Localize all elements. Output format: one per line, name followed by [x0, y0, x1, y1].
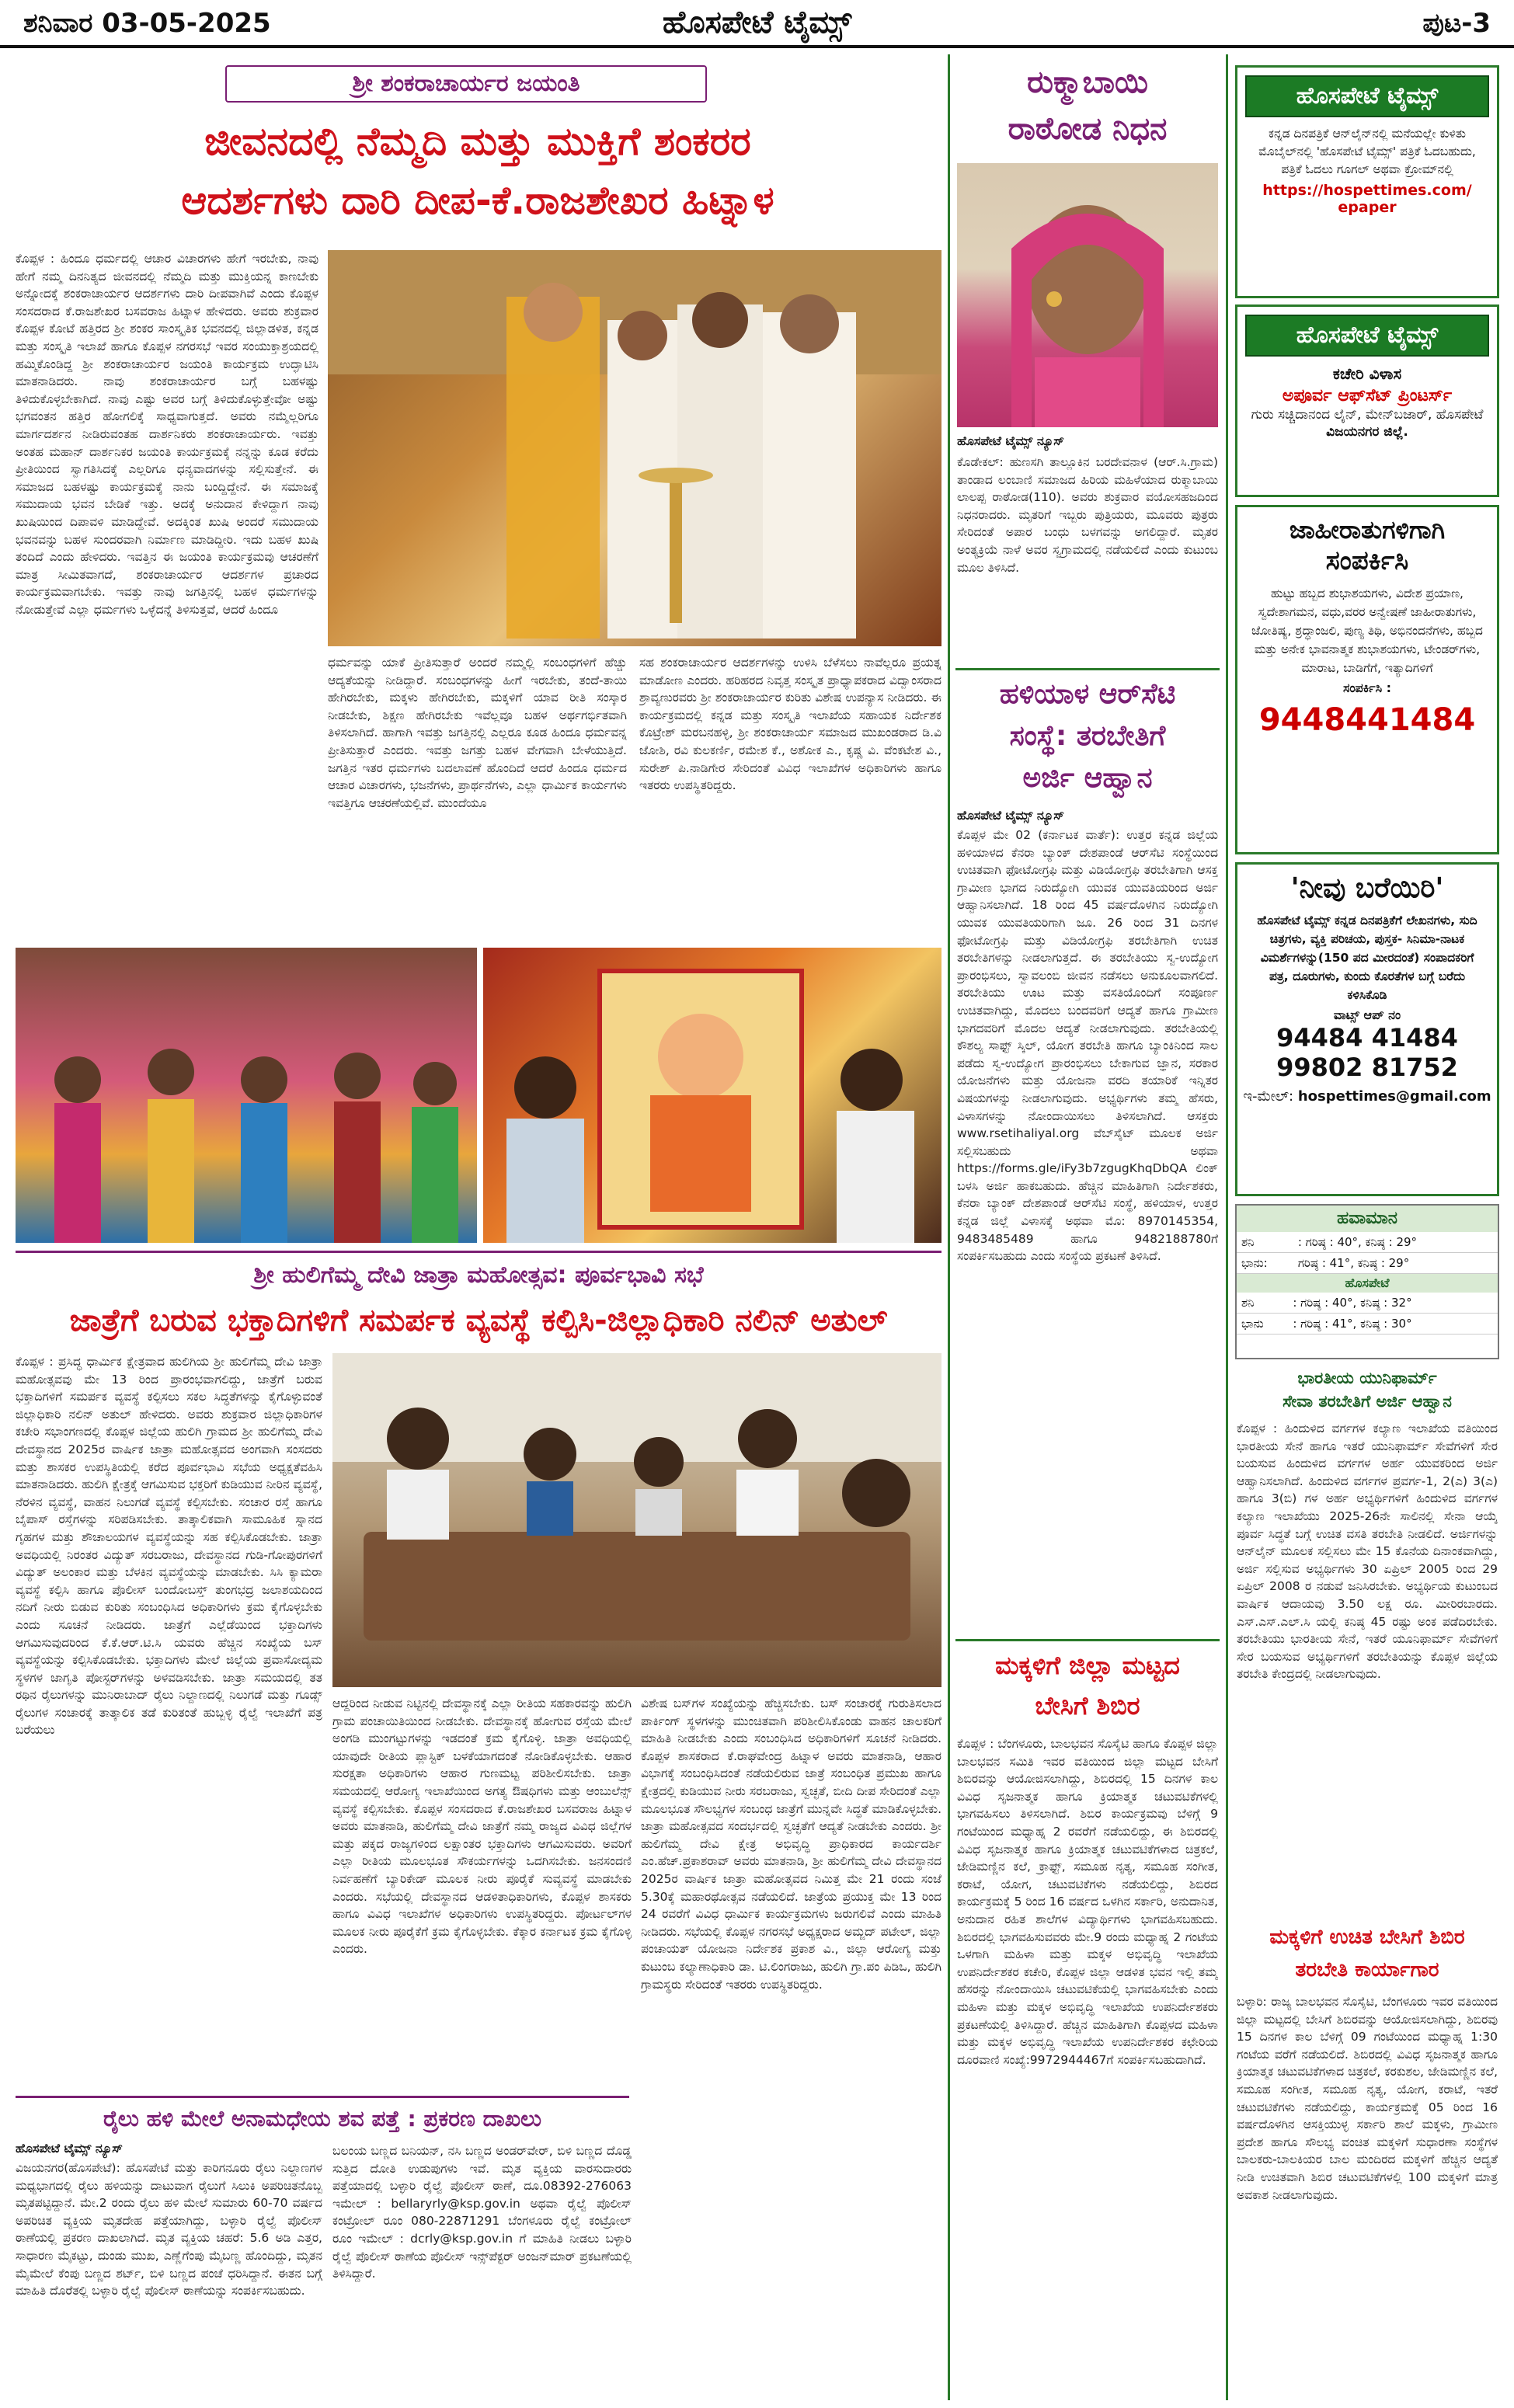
weather-row — [1237, 1232, 1498, 1253]
weather-table-hospet — [1237, 1293, 1498, 1334]
article1-column-2: ಧರ್ಮವನ್ನು ಯಾಕೆ ಪ್ರೀತಿಸುತ್ತಾರೆ ಅಂದರೆ ನಮ್ಮಲ್ಲಿ ಸಂಬಂಧಗಳಿಗೆ ಹೆಚ್ಚು ಆದ್ಯತೆಯನ್ನು ನೀಡಿದ್ದಾರೆ. ಸಂಬಂಧಗಳನ್ನು ಹೀಗೆ ಇರಬೇಕು, ತಂದೆ-ತಾಯಿ ಹೇಗಿರಬೇಕು, ಮಕ್ಕಳು ಹೇಗಿರಬೇಕು, ಮಕ್ಕಳಿಗೆ ಯಾವ ರೀತಿ ಸಂಸ್ಕಾರ ನೀಡಬೇಕು, ಶಿಕ್ಷಣ ಹೇಗಿರಬೇಕು ಇವೆಲ್ಲವೂ ಬಹಳ ಅರ್ಥಗರ್ಭಿತವಾಗಿ ತಿಳಿಸಲಾಗಿದೆ. ಹಾಗಾಗಿ ಇವತ್ತು ಜಗತ್ತಿನಲ್ಲಿ ಎಲ್ಲರೂ ಕೂಡ ಹಿಂದೂ ಧರ್ಮವನ್ನ ಪ್ರೀತಿಸುತ್ತಾರೆ ಎಂದರು. ಇವತ್ತು ಜಗತ್ತು ಬಹಳ ವೇಗವಾಗಿ ಬೇಳೆಯುತ್ತಿದೆ. ಜಗತ್ತಿನ ಇತರ ಧರ್ಮಗಳು ಬದಲಾವಣೆ ಹೊಂದಿದೆ ಆದರೆ ಹಿಂದೂ ಧರ್ಮದ ಆಚಾರ ವಿಚಾರಗಳು, ಭಜನೆಗಳು, ಪ್ರಾರ್ಥನೆಗಳು, ಎಲ್ಲಾ ಧಾರ್ಮಿಕ ಕಾರ್ಯಗಳು ಇವತ್ತಿಗೂ ಆಚರಣೆಯಲ್ಲಿವೆ. ಮುಂದೆಯೂ — [328, 656, 627, 810]
article1-audience-photo — [16, 948, 477, 1243]
article1-headline-line2: ಆದರ್ಶಗಳು ದಾರಿ ದೀಪ-ಕೆ.ರಾಜಶೇಖರ ಹಿಟ್ನಾಳ — [181, 178, 774, 223]
press-address-box — [1235, 304, 1499, 497]
camp2-headline-line2: ತರಬೇತಿ ಕಾರ್ಯಾಗಾರ — [1295, 1958, 1439, 1982]
obituary-body: ಕೊಡೇಕಲ್: ಹುಣಸಗಿ ತಾಲ್ಲೂಕಿನ ಬರದೇವನಾಳ (ಆರ್.ಸಿ.ಗ್ರಾಮ) ತಾಂಡಾದ ಲಂಬಾಣಿ ಸಮಾಜದ ಹಿರಿಯ ಮಹಿಳೆಯಾದ ರುಕ್ಮಾಬಾಯಿ ಲಾಲಪ್ಪ ರಾಠೋಡ(110). ಅವರು ಶುಕ್ರವಾರ ವಯೋಸಹಜದಿಂದ ನಿಧನರಾದರು. ಮೃತರಿಗೆ ಇಬ್ಬರು ಪುತ್ರಿಯರು, ಮೂವರು ಪುತ್ರರು ಸೇರಿದಂತೆ ಅಪಾರ ಬಂಧು ಬಳಗವನ್ನು ಅಗಲಿದ್ದಾರೆ. ಮೃತರ ಅಂತ್ಯಕ್ರಿಯೆ ನಾಳೆ ಅವರ ಸ್ವಗ್ರಾಮದಲ್ಲಿ ನಡೆಯಲಿದೆ ಎಂದು ಕುಟುಂಬ ಮೂಲ ತಿಳಿಸಿದೆ. — [957, 455, 1218, 575]
press-district: ವಿಜಯನಗರ ಜಿಲ್ಲೆ. — [1326, 424, 1408, 440]
article3-top-rule — [16, 2096, 629, 2098]
ads-phone[interactable]: 9448441484 — [1258, 702, 1476, 738]
district-meeting-image — [332, 1353, 941, 1687]
article1-kicker: ಶ್ರೀ ಶಂಕರಾಚಾರ್ಯರ ಜಯಂತಿ — [225, 65, 707, 103]
ads-contact-box — [1235, 505, 1499, 854]
hospet-times-logo-2: ಹೊಸಪೇಟೆ ಟೈಮ್ಸ್ — [1245, 315, 1489, 357]
camp1-body: ಕೊಪ್ಪಳ : ಬೆಂಗಳೂರು, ಬಾಲಭವನ ಸೊಸೈಟಿ ಹಾಗೂ ಕೊಪ್ಪಳ ಜಿಲ್ಲಾ ಬಾಲಭವನ ಸಮಿತಿ ಇವರ ವತಿಯಿಂದ ಜಿಲ್ಲಾ ಮಟ್ಟದ ಬೇಸಿಗೆ ಶಿಬಿರವನ್ನು ಆಯೋಜಿಸಲಾಗಿದ್ದು, ಶಿಬಿರದಲ್ಲಿ 15 ದಿನಗಳ ಕಾಲ ವಿವಿಧ ಸೃಜನಾತ್ಮಕ ಹಾಗೂ ಕ್ರಿಯಾತ್ಮಕ ಚಟುವಟಿಕೆಗಳಲ್ಲಿ ಭಾಗವಹಿಸಲು ತಿಳಿಸಲಾಗಿದೆ. ಶಿಬಿರ ಕಾರ್ಯಕ್ರಮವು ಬೆಳಿಗ್ಗೆ 9 ಗಂಟೆಯಿಂದ ಮಧ್ಯಾಹ್ನ 2 ರವರೆಗೆ ನಡೆಯಲಿದ್ದು, ಈ ಶಿಬಿರದಲ್ಲಿ ವಿವಿಧ ಸೃಜನಾತ್ಮಕ ಹಾಗೂ ಕ್ರಿಯಾತ್ಮಕ ಚಟುವಟಿಕೆಗಳಾದ ಚಿತ್ರಕಲೆ, ಜೇಡಿಮಣ್ಣಿನ ಕಲೆ, ಕ್ರಾಫ್ಟ್, ಸಮೂಹ ನೃತ್ಯ, ಸಮೂಹ ಸಂಗೀತ, ಕರಾಟೆ, ಯೋಗ, ಚಟುವಟಿಕೆಗಳು ನಡೆಯಲಿದ್ದು, ಶಿಬಿರದ ಕಾರ್ಯಕ್ರಮಕ್ಕೆ 5 ರಿಂದ 16 ವರ್ಷದ ಒಳಗಿನ ಸರ್ಕಾರಿ, ಅನುದಾನಿತ, ಅನುದಾನ ರಹಿತ ಶಾಲೆಗಳ ವಿದ್ಯಾರ್ಥಿಗಳು ಭಾಗವಹಿಸಬಹುದು. ಶಿಬಿರದಲ್ಲಿ ಭಾಗವಹಿಸುವವರು ಮೇ.9 ರಂದು ಮಧ್ಯಾಹ್ನ 2 ಗಂಟೆಯ ಒಳಗಾಗಿ ಮಹಿಳಾ ಮತ್ತು ಮಕ್ಕಳ ಅಭಿವೃದ್ಧಿ ಇಲಾಖೆಯ ಉಪನಿರ್ದೇಶಕರ ಕಚೇರಿ, ಕೊಪ್ಪಳ ಜಿಲ್ಲಾ ಆಡಳಿತ ಭವನ ಇಲ್ಲಿ ತಮ್ಮ ಹೆಸರನ್ನು ನೋಂದಾಯಿಸಿ ಚಟುವಟಿಕೆಯಲ್ಲಿ ಭಾಗವಹಿಸಬೇಕು ಎಂದು ಮಹಿಳಾ ಮತ್ತು ಮಕ್ಕಳ ಅಭಿವೃದ್ಧಿ ಇಲಾಖೆಯ ಉಪನಿರ್ದೇಶಕರು ಪ್ರಕಟಣೆಯಲ್ಲಿ ತಿಳಿಸಿದ್ದಾರೆ. ಹೆಚ್ಚಿನ ಮಾಹಿತಿಗಾಗಿ ಕೊಪ್ಪಳದ ಮಹಿಳಾ ಮತ್ತು ಮಕ್ಕಳ ಅಭಿವೃದ್ಧಿ ಇಲಾಖೆಯ ಉಪನಿರ್ದೇಶಕರ ಕಛೇರಿಯ ದೂರವಾಣಿ ಸಂಖ್ಯೆ:9972944467ಗೆ ಸಂಪರ್ಕಿಸಬಹುದಾಗಿದೆ. — [957, 1737, 1218, 2067]
newspaper-title: ಹೊಸಪೇಟೆ ಟೈಮ್ಸ್ — [662, 5, 852, 40]
epaper-ad-box — [1235, 65, 1499, 298]
weather-day: ಭಾನು: — [1237, 1253, 1293, 1274]
article1-ceremony-photo — [328, 250, 941, 646]
column-divider-2 — [1226, 54, 1228, 2400]
epaper-text: ಕನ್ನಡ ದಿನಪತ್ರಿಕೆ ಆನ್‌ಲೈನ್‌ನಲ್ಲಿ ಮನೆಯಲ್ಲೇ ಕುಳಿತು ಮೊಬೈಲ್‌ನಲ್ಲಿ 'ಹೊಸಪೇಟೆ ಟೈಮ್ಸ್' ಪತ್ರಿಕೆ ಓದಬಹುದು, ಪತ್ರಿಕೆ ಓದಲು ಗೂಗಲ್ ಅಥವಾ ಕ್ರೋಮ್‌ನಲ್ಲಿ — [1258, 127, 1476, 176]
weather-box — [1235, 1204, 1499, 1359]
weather-value: : ಗರಿಷ್ಠ : 40°, ಕನಿಷ್ಠ : 29° — [1293, 1232, 1498, 1253]
hospet-times-logo: ಹೊಸಪೇಟೆ ಟೈಮ್ಸ್ — [1245, 75, 1489, 117]
article2-column-3: ವಿಶೇಷ ಬಸ್‌ಗಳ ಸಂಖ್ಯೆಯನ್ನು ಹೆಚ್ಚಿಸಬೇಕು. ಬಸ್ ಸಂಚಾರಕ್ಕೆ ಗುರುತಿಸಲಾದ ಪಾರ್ಕಿಂಗ್ ಸ್ಥಳಗಳನ್ನು ಮುಂಚಿತವಾಗಿ ಪರಿಶೀಲಿಸಿಕೊಂಡು ವಾಹನ ಚಾಲಕರಿಗೆ ಮಾಹಿತಿ ನೀಡಬೇಕು ಎಂದು ಸಂಬಂಧಿಸಿದ ಅಧಿಕಾರಿಗಳಿಗೆ ಸೂಚನೆ ನೀಡಿದರು. ಕೊಪ್ಪಳ ಶಾಸಕರಾದ ಕೆ.ರಾಘವೇಂದ್ರ ಹಿಟ್ನಾಳ ಅವರು ಮಾತನಾಡಿ, ಆಹಾರ ವಿಭಾಗಕ್ಕೆ ಸಂಬಂಧಿಸಿದಂತೆ ನಡೆಯಲಿರುವ ಜಾತ್ರೆ ಸಂಬಂಧಿತ ಪ್ರಮುಖ ಹಾಗೂ ಕ್ಷೇತ್ರದಲ್ಲಿ ಕುಡಿಯುವ ನೀರು ಸರಬರಾಜು, ಸ್ವಚ್ಛತೆ, ಬೀದಿ ದೀಪ ಸೇರಿದಂತೆ ಎಲ್ಲಾ ಮೂಲಭೂತ ಸೌಲಭ್ಯಗಳ ಸಂಬಂಧ ಜಾತ್ರೆಗೆ ಮುನ್ನವೇ ಸಿದ್ಧತೆ ಮಾಡಿಕೊಳ್ಳಬೇಕು. ಜಾತ್ರಾ ಮಹೋತ್ಸವದ ಸಂದರ್ಭದಲ್ಲಿ ಸ್ವಚ್ಛತೆಗೆ ಆದ್ಯತೆ ನೀಡಬೇಕು ಎಂದರು. ಶ್ರೀ ಹುಲಿಗೆಮ್ಮ ದೇವಿ ಕ್ಷೇತ್ರ ಅಭಿವೃದ್ಧಿ ಪ್ರಾಧಿಕಾರದ ಕಾರ್ಯದರ್ಶಿ ಎಂ.ಹೆಚ್.ಪ್ರಕಾಶರಾವ್ ಅವರು ಮಾತನಾಡಿ, ಶ್ರೀ ಹುಲಿಗೆಮ್ಮ ದೇವಿ ದೇವಸ್ಥಾನದ 2025ರ ವಾರ್ಷಿಕ ಜಾತ್ರಾ ಮಹೋತ್ಸವದ ನಿಮಿತ್ತ ಮೇ 21 ರಂದು ಸಂಜೆ 5.30ಕ್ಕೆ ಮಹಾರಥೋತ್ಸವ ನಡೆಯಲಿದೆ. ಜಾತ್ರೆಯ ಪ್ರಯುಕ್ತ ಮೇ 13 ರಿಂದ 24 ರವರೆಗೆ ವಿವಿಧ ಧಾರ್ಮಿಕ ಕಾರ್ಯಕ್ರಮಗಳು ಜರುಗಲಿವೆ ಎಂದು ಮಾಹಿತಿ ನೀಡಿದರು. ಸಭೆಯಲ್ಲಿ ಕೊಪ್ಪಳ ನಗರಸಭೆ ಅಧ್ಯಕ್ಷರಾದ ಅಮ್ಜದ್ ಪಟೇಲ್, ಜಿಲ್ಲಾ ಪಂಚಾಯತ್ ಯೋಜನಾ ನಿರ್ದೇಶಕ ಪ್ರಕಾಶ ವಿ., ಜಿಲ್ಲಾ ಆರೋಗ್ಯ ಮತ್ತು ಕುಟುಂಬ ಕಲ್ಯಾಣಾಧಿಕಾರಿ ಡಾ. ಟಿ.ಲಿಂಗರಾಜು, ಹುಲಿಗಿ ಗ್ರಾ.ಪಂ ಪಿಡಿಒ, ಹುಲಿಗಿ ಗ್ರಾಮಸ್ಥರು ಸೇರಿದಂತೆ ಇತರರು ಉಪಸ್ಥಿತರಿದ್ದರು. — [641, 1696, 941, 1992]
weather-day: ಶನಿ — [1237, 1232, 1293, 1253]
ads-title-1: ಜಾಹೀರಾತುಗಳಿಗಾಗಿ — [1289, 515, 1446, 545]
article1-column-1: ಕೊಪ್ಪಳ : ಹಿಂದೂ ಧರ್ಮದಲ್ಲಿ ಆಚಾರ ವಿಚಾರಗಳು ಹೇಗೆ ಇರಬೇಕು, ನಾವು ಹೇಗೆ ನಮ್ಮ ದಿನನಿತ್ಯದ ಜೀವನದಲ್ಲಿ ನೆಮ್ಮದಿ ಮತ್ತು ಮುಕ್ತಿಯನ್ನ ಕಾಣಬೇಕು ಅನ್ನೋದಕ್ಕೆ ಶಂಕರಾಚಾರ್ಯರ ಆದರ್ಶಗಳು ದಾರಿ ದೀಪವಾಗಿವೆ ಎಂದು ಕೊಪ್ಪಳ ಸಂಸದರಾದ ಕೆ.ರಾಜಶೇಖರ ಬಸವರಾಜ ಹಿಟ್ನಾಳ ಹೇಳಿದರು. ಅವರು ಶುಕ್ರವಾರ ಕೊಪ್ಪಳ ಕೋಟೆ ಹತ್ತಿರದ ಶ್ರೀ ಶಂಕರ ಸಾಂಸ್ಕೃತಿಕ ಭವನದಲ್ಲಿ ಜಿಲ್ಲಾಡಳಿತ, ಕನ್ನಡ ಮತ್ತು ಸಂಸ್ಕೃತಿ ಇಲಾಖೆ ಹಾಗೂ ಕೊಪ್ಪಳ ನಗರಸಭೆ ಇವರ ಸಂಯುಕ್ತಾಶ್ರಯದಲ್ಲಿ ಹಮ್ಮಿಕೊಂಡಿದ್ದ ಶ್ರೀ ಶಂಕರಾಚಾರ್ಯರ ಜಯಂತಿ ಕಾರ್ಯಕ್ರಮ ಉದ್ಘಾಟಿಸಿ ಮಾತನಾಡಿದರು. ನಾವು ಶಂಕರಾಚಾರ್ಯರ ಬಗ್ಗೆ ಬಹಳಷ್ಟು ತಿಳಿದುಕೊಳ್ಳಬೇಕಾಗಿದೆ. ನಾವು ಎಷ್ಟು ಅವರ ಬಗ್ಗೆ ತಿಳಿದುಕೊಳ್ಳುತ್ತೇವೋ ಅಷ್ಟು ಭಗವಂತನ ಹತ್ತಿರ ಹೋಗಲಿಕ್ಕೆ ಸಾಧ್ಯವಾಗುತ್ತದೆ. ಅವರು ನಮ್ಮೆಲ್ಲರಿಗೂ ಮಾರ್ಗದರ್ಶನ ನೀಡಿರುವಂತಹ ದಾರ್ಶನಿಕರು ಶಂಕರಾಚಾರ್ಯರು. ಇವತ್ತು ಅಂತಹ ಮಹಾನ್ ದಾರ್ಶನಿಕರ ಜಯಂತಿ ಕಾರ್ಯಕ್ರಮಕ್ಕೆ ನನ್ನನ್ನು ಕೂಡ ಕರೆದು ಪ್ರೀತಿಯಿಂದ ಸ್ವಾಗತಿಸಿದಕ್ಕೆ ಎಲ್ಲರಿಗೂ ಧನ್ಯವಾದಗಳನ್ನು ಸಲ್ಲಿಸುತ್ತೇನೆ. ಈ ಸಮಾಜದ ಬಹಳಷ್ಟು ಕಾರ್ಯಕ್ರಮಕ್ಕೆ ನಾನು ಬಂದ್ದಿದ್ದೇನೆ. ಈ ಸಮಾಜಕ್ಕೆ ಸಮುದಾಯ ಭವನ ಬೇಡಿಕೆ ಇತ್ತು. ಅದಕ್ಕೆ ಅನುದಾನ ಕೇಳಿದ್ದಾಗ ನಾವು ಖುಷಿಯಿಂದ ದಿಪಾವಳಿ ಮಾಡಿದ್ದೇವೆ. ಅದಕ್ಕಿಂತ ಖುಷಿ ಅಂದರೆ ಸಮುದಾಯ ಭವನವನ್ನು ಬಹಳ ಸುಂದರವಾಗಿ ನಿರ್ಮಾಣ ಮಾಡಿದ್ದೀರಿ. ಇದು ಬಹಳ ಖುಷಿ ತಂದಿದೆ ಎಂದು ಹೇಳಿದರು. ಇವತ್ತಿನ ಈ ಜಯಂತಿ ಕಾರ್ಯಕ್ರಮವು ಆಚರಣೆಗೆ ಮಾತ್ರ ಸೀಮಿತವಾಗದೆ, ಶಂಕರಾಚಾರ್ಯರ ಆದರ್ಶಗಳ ಪ್ರಚಾರದ ಕಾರ್ಯಕ್ರಮವಾಗಬೇಕು. ಇವತ್ತು ನಾವು ಜಗತ್ತಿನಲ್ಲಿ ಬಹಳ ಧರ್ಮಗಳನ್ನು ನೋಡುತ್ತೇವೆ ಎಲ್ಲಾ ಧರ್ಮಗಳು ಒಳ್ಳೆದನ್ನೆ ತಿಳಿಸುತ್ತವೆ, ಆದರೆ ಹಿಂದೂ — [16, 252, 318, 617]
masthead — [0, 0, 1514, 48]
email-label: ಇ-ಮೇಲ್: — [1243, 1088, 1294, 1105]
ads-contact-label: ಸಂಪರ್ಕಿಸಿ : — [1342, 680, 1392, 695]
column-divider-1 — [948, 54, 950, 2400]
weather-table — [1237, 1232, 1498, 1274]
press-address: ಗುರು ಸಚ್ಚಿದಾನಂದ ಲೈನ್, ಮೇನ್‌ಬಜಾರ್, ಹೊಸಪೇಟೆ — [1251, 407, 1484, 423]
weather-row — [1237, 1253, 1498, 1274]
rseti-body: ಕೊಪ್ಪಳ ಮೇ 02 (ಕರ್ನಾಟಕ ವಾರ್ತೆ): ಉತ್ತರ ಕನ್ನಡ ಜಿಲ್ಲೆಯ ಹಳಿಯಾಳದ ಕೆನರಾ ಬ್ಯಾಂಕ್ ದೇಶಪಾಂಡೆ ಆರ್‌ಸೆಟಿ ಸಂಸ್ಥೆಯಿಂದ ಉಚಿತವಾಗಿ ಫೋಟೋಗ್ರಫಿ ಮತ್ತು ವಿಡಿಯೋಗ್ರಫಿ ತರಬೇತಿಗಾಗಿ ಆಸಕ್ತ ಗ್ರಾಮೀಣ ಭಾಗದ ನಿರುದ್ಯೋಗಿ ಯುವಕ ಯುವತಿಯರಿಂದ ಅರ್ಜಿ ಆಹ್ವಾನಿಸಲಾಗಿದೆ. 18 ರಿಂದ 45 ವರ್ಷದೊಳಗಿನ ನಿರುದ್ಯೋಗಿ ಯುವಕ ಯುವತಿಯರಿಗಾಗಿ ಜೂ. 26 ರಿಂದ 31 ದಿನಗಳ ಫೋಟೋಗ್ರಫಿ ಮತ್ತು ವಿಡಿಯೋಗ್ರಫಿ ತರಬೇತಿಗಾಗಿ ಉಚಿತ ತರಬೇತಿಗಳನ್ನು ನೀಡಲಾಗುತ್ತದೆ. ಈ ತರಬೇತಿಯು ಸ್ವ-ಉದ್ಯೋಗ ಪ್ರಾರಂಭಿಸಲು, ಸ್ವಾವಲಂಬಿ ಜೀವನ ನಡೆಸಲು ಅನುಕೂಲವಾಗಲಿದೆ. ತರಬೇತಿಯು ಊಟ ಮತ್ತು ವಸತಿಯೊಂದಿಗೆ ಸಂಪೂರ್ಣ ಉಚಿತವಾಗಿದ್ದು, ಮೊದಲು ಬಂದವರಿಗೆ ಆದ್ಯತೆ ಹಾಗೂ ಗ್ರಾಮೀಣ ಭಾಗದವರಿಗೆ ಮೊದಲ ಆದ್ಯತೆ ನೀಡಲಾಗುವುದು. ತರಬೇತಿಯಲ್ಲಿ ಕೌಶಲ್ಯ ಸಾಫ್ಟ್ ಸ್ಕಿಲ್, ಯೋಗ ತರಬೇತಿ ಹಾಗೂ ಬ್ಯಾಂಕಿನಿಂದ ಸಾಲ ಪಡೆದು ಸ್ವ-ಉದ್ಯೋಗ ಪ್ರಾರಂಭಿಸಲು ಬೇಕಾಗುವ ಜ್ಞಾನ, ಸರಕಾರ ಯೋಜನೆಗಳು ಮತ್ತು ಯೋಜನಾ ವರದಿ ತಯಾರಿಕೆ ಇನ್ನಿತರ ವಿಷಯಗಳನ್ನು ನೀಡಲಾಗುವುದು. ಅಭ್ಯರ್ಥಿಗಳು ತಮ್ಮ ಹೆಸರು, ವಿಳಾಸಗಳನ್ನು ನೋಂದಾಯಿಸಲು ತಿಳಿಸಲಾಗಿದೆ. ಆಸಕ್ತರು www.rsetihaliyal.org ವೆಬ್‌ಸೈಟ್ ಮೂಲಕ ಅರ್ಜಿ ಸಲ್ಲಿಸಬಹುದು ಅಥವಾ https://forms.gle/iFy3b7zgugKhqDbQA ಲಿಂಕ್ ಬಳಸಿ ಅರ್ಜಿ ಹಾಕಬಹುದು. ಹೆಚ್ಚಿನ ಮಾಹಿತಿಗಾಗಿ ನಿರ್ದೇಶಕರು, ಕೆನರಾ ಬ್ಯಾಂಕ್ ದೇಶಪಾಂಡೆ ಆರ್‌ಸೆಟಿ ಸಂಸ್ಥೆ, ಹಳಿಯಾಳ, ಉತ್ತರ ಕನ್ನಡ ಜಿಲ್ಲೆ ವಿಳಾಸಕ್ಕೆ ಅಥವಾ ಮೊ: 8970145354, 9483485489 ಹಾಗೂ 9482188780ಗೆ ಸಂಪರ್ಕಿಸಬಹುದು ಎಂದು ಸಂಸ್ಥೆಯ ಪ್ರಕಟಣೆ ತಿಳಿಸಿದೆ. — [957, 828, 1218, 1264]
navy-headline-line2: ಸೇವಾ ತರಬೇತಿಗೆ ಅರ್ಜಿ ಆಹ್ವಾನ — [1283, 1392, 1452, 1411]
issue-date: ಶನಿವಾರ 03-05-2025 — [23, 8, 271, 39]
article1-headline-line1: ಜೀವನದಲ್ಲಿ ನೆಮ್ಮದಿ ಮತ್ತು ಮುಕ್ತಿಗೆ ಶಂಕರರ — [204, 119, 751, 164]
write-to-us-box — [1235, 862, 1499, 1196]
women-audience-image — [16, 948, 477, 1243]
obituary-headline-line1: ರುಕ್ಮಾಬಾಯಿ — [1027, 64, 1148, 100]
article2-headline: ಜಾತ್ರೆಗೆ ಬರುವ ಭಕ್ತಾದಿಗಳಿಗೆ ಸಮರ್ಪಕ ವ್ಯವಸ್ಥೆ ಕಲ್ಪಿಸಿ-ಜಿಲ್ಲಾಧಿಕಾರಿ ನಲಿನ್ ಅತುಲ್ — [69, 1303, 888, 1338]
navy-body: ಕೊಪ್ಪಳ : ಹಿಂದುಳಿದ ವರ್ಗಗಳ ಕಲ್ಯಾಣ ಇಲಾಖೆಯ ವತಿಯಿಂದ ಭಾರತೀಯ ಸೇನೆ ಹಾಗೂ ಇತರೆ ಯುನಿಫಾರ್ಮ್ ಸೇವೆಗಳಿಗೆ ಸೇರ ಬಯಸುವ ಹಿಂದುಳಿದ ವರ್ಗಗಳ ಅರ್ಹ ಯುವಕರಿಂದ ಅರ್ಜಿ ಆಹ್ವಾನಿಸಲಾಗಿದೆ. ಹಿಂದುಳಿದ ವರ್ಗಗಳ ಪ್ರವರ್ಗ-1, 2(ಎ) 3(ಎ) ಹಾಗೂ 3(ಬಿ) ಗಳ ಅರ್ಹ ಅಭ್ಯರ್ಥಿಗಳಿಗೆ ಹಿಂದುಳಿದ ವರ್ಗಗಳ ಕಲ್ಯಾಣ ಇಲಾಖೆಯು 2025-26ನೇ ಸಾಲಿನಲ್ಲಿ ಸೇನಾ ಆಯ್ಕೆ ಪೂರ್ವ ಸಿದ್ಧತೆ ಬಗ್ಗೆ ಉಚಿತ ವಸತಿ ತರಬೇತಿ ನೀಡಲಿದೆ. ಅರ್ಜಿಗಳನ್ನು ಆನ್‌ಲೈನ್ ಮೂಲಕ ಸಲ್ಲಿಸಲು ಮೇ 15 ಕೊನೆಯ ದಿನಾಂಕವಾಗಿದ್ದು, ಅರ್ಜಿ ಸಲ್ಲಿಸುವ ಅಭ್ಯರ್ಥಿಗಳು 30 ಏಪ್ರಿಲ್ 2005 ರಿಂದ 29 ಏಪ್ರಿಲ್ 2008 ರ ನಡುವೆ ಜನಿಸಿರಬೇಕು. ಅಭ್ಯರ್ಥಿಯ ಕುಟುಂಬದ ವಾರ್ಷಿಕ ಆದಾಯವು 3.50 ಲಕ್ಷ ರೂ. ಮೀರಿರಬಾರದು. ಎಸ್.ಎಸ್.ಎಲ್.ಸಿ ಯಲ್ಲಿ ಕನಿಷ್ಠ 45 ರಷ್ಟು ಅಂಕ ಪಡೆದಿರಬೇಕು. ತರಬೇತಿಯು ಭಾರತೀಯ ಸೇನೆ, ಇತರೆ ಯೂನಿಫಾರ್ಮ್ ಸೇವೆಗಳಿಗೆ ಸೇರ ಬಯಸುವ ಅಭ್ಯರ್ಥಿಗಳಿಗೆ ತರಬೇತಿಯನ್ನು ಕೊಪ್ಪಳ ಜಿಲ್ಲೆಯ ತರಬೇತಿ ಕೇಂದ್ರದಲ್ಲಿ ನೀಡಲಾಗುವುದು. — [1237, 1421, 1498, 1682]
epaper-url-suffix[interactable]: epaper — [1338, 199, 1397, 216]
article3-column-1: ವಿಜಯನಗರ(ಹೊಸಪೇಟೆ): ಹೊಸಪೇಟೆ ಮತ್ತು ಕಾರಿಗನೂರು ರೈಲು ನಿಲ್ದಾಣಗಳ ಮಧ್ಯಭಾಗದಲ್ಲಿ ರೈಲು ಹಳಿಯನ್ನು ದಾಟುವಾಗ ರೈಲುಗೆ ಸಿಲುಕಿ ಅಪರಿಚಿತನೊಬ್ಬ ಮೃತಪಟ್ಟಿದ್ದಾನೆ. ಮೇ.2 ರಂದು ರೈಲು ಹಳಿ ಮೇಲೆ ಸುಮಾರು 60-70 ವರ್ಷದ ಅಪರಿಚಿತ ವ್ಯಕ್ತಿಯ ಮೃತದೇಹ ಪತ್ತೆಯಾಗಿದ್ದು, ಬಳ್ಳಾರಿ ರೈಲ್ವೆ ಪೊಲೀಸ್ ಠಾಣೆಯಲ್ಲಿ ಪ್ರಕರಣ ದಾಖಲಾಗಿದೆ. ಮೃತ ವ್ಯಕ್ತಿಯ ಚಹರೆ: 5.6 ಅಡಿ ಎತ್ತರ, ಸಾಧಾರಣ ಮೈಕಟ್ಟು, ದುಂಡು ಮುಖ, ಎಣ್ಣೆಗೆಂಪು ಮೈಬಣ್ಣ ಹೊಂದಿದ್ದು, ಮೃತನ ಮೈಮೇಲೆ ಕೆಂಪು ಬಣ್ಣದ ಶರ್ಟ್, ಬಿಳಿ ಬಣ್ಣದ ಪಂಚೆ ಧರಿಸಿದ್ದಾನೆ. ಈತನ ಬಗ್ಗೆ ಮಾಹಿತಿ ದೊರೆತಲ್ಲಿ ಬಳ್ಳಾರಿ ರೈಲ್ವೆ ಪೊಲೀಸ್ ಠಾಣೆಯನ್ನು ಸಂಪರ್ಕಿಸಬಹುದು. — [16, 2161, 322, 2298]
obituary-photo — [957, 163, 1218, 427]
weather-value: ಗರಿಷ್ಠ : 41°, ಕನಿಷ್ಠ : 29° — [1293, 1253, 1498, 1274]
weather-day: ಶನಿ — [1237, 1293, 1288, 1314]
email-address[interactable]: hospettimes@gmail.com — [1297, 1088, 1491, 1105]
whatsapp-phone-2[interactable]: 99802 81752 — [1276, 1053, 1458, 1082]
elderly-woman-portrait — [957, 163, 1218, 427]
rseti-top-rule — [955, 668, 1220, 670]
weather-title: ಹವಾಮಾನ — [1237, 1206, 1498, 1232]
camp1-top-rule — [955, 1639, 1220, 1641]
rseti-headline-line3: ಅರ್ಜಿ ಆಹ್ವಾನ — [1022, 762, 1153, 794]
press-name: ಅಪೂರ್ವ ಆಫ್‌ಸೆಟ್ ಪ್ರಿಂಟರ್ಸ್ — [1282, 386, 1453, 405]
rseti-headline-line2: ಸಂಸ್ಥೆ: ತರಬೇತಿಗೆ — [1009, 720, 1166, 752]
article2-top-rule — [16, 1251, 941, 1253]
shankaracharya-portrait-image — [483, 948, 941, 1243]
camp2-body: ಬಳ್ಳಾರಿ: ರಾಜ್ಯ ಬಾಲಭವನ ಸೊಸೈಟಿ, ಬೆಂಗಳೂರು ಇವರ ವತಿಯಿಂದ ಜಿಲ್ಲಾ ಮಟ್ಟದಲ್ಲಿ ಬೇಸಿಗೆ ಶಿಬಿರವನ್ನು ಆಯೋಜಿಸಲಾಗಿದ್ದು, ಶಿಬಿರವು 15 ದಿನಗಳ ಕಾಲ ಬೆಳಿಗ್ಗೆ 09 ಗಂಟೆಯಿಂದ ಮಧ್ಯಾಹ್ನ 1:30 ಗಂಟೆಯ ವರೆಗೆ ನಡೆಯಲಿದೆ. ಶಿಬಿರದಲ್ಲಿ ವಿವಿಧ ಸೃಜನಾತ್ಮಕ ಹಾಗೂ ಕ್ರಿಯಾತ್ಮಕ ಚಟುವಟಿಕೆಗಳಾದ ಚಿತ್ರಕಲೆ, ಕರಕುಶಲ, ಜೇಡಿಮಣ್ಣಿನ ಕಲೆ, ಸಮೂಹ ಸಂಗೀತ, ಸಮೂಹ ನೃತ್ಯ, ಯೋಗ, ಕರಾಟೆ, ಇತರೆ ಚಟುವಟಿಕೆಗಳು ನಡೆಯಲಿದ್ದು, ಕಾರ್ಯಕ್ರಮಕ್ಕೆ 05 ರಿಂದ 16 ವರ್ಷದೊಳಗಿನ ಆಸಕ್ತಿಯುಳ್ಳ ಸರ್ಕಾರಿ ಶಾಲೆ ಮಕ್ಕಳು, ಗ್ರಾಮೀಣ ಪ್ರದೇಶ ಹಾಗೂ ಸೌಲಭ್ಯ ವಂಚಿತ ಮಕ್ಕಳಿಗೆ ಸುಧಾರಣಾ ಸಂಸ್ಥೆಗಳ ಬಾಲಕರು-ಬಾಲಕಿಯರ ಬಾಲ ಮಂದಿರದ ಮಕ್ಕಳಿಗೆ ಹೆಚ್ಚಿನ ಆದ್ಯತೆ ನೀಡಿ ಉಚಿತವಾಗಿ ಶಿಬಿರ ಚಟುವಟಿಕೆಗಳಲ್ಲಿ 100 ಮಕ್ಕಳಿಗೆ ಮಾತ್ರ ಅವಕಾಶ ನೀಡಲಾಗುವುದು. — [1237, 1995, 1498, 2202]
ads-body: ಹುಟ್ಟು ಹಬ್ಬದ ಶುಭಾಶಯಗಳು, ವಿದೇಶ ಪ್ರಯಾಣ, ಸ್ವದೇಶಾಗಮನ, ವಧು,ವರರ ಅನ್ವೇಷಣೆ ಜಾಹೀರಾತುಗಳು, ಜೋತಿಷ್ಯ, ಶ್ರದ್ಧಾಂಜಲಿ, ಪುಣ್ಯ ತಿಥಿ, ಅಭಿನಂದನೆಗಳು, ಹಬ್ಬದ ಮತ್ತು ಅನೇಕ ಭಾವನಾತ್ಮಕ ಶುಭಾಶಯಗಳು, ಟೇಂಡರ್‌ಗಳು, ಮಾರಾಟ, ಬಾಡಿಗೆಗೆ, ಇತ್ಯಾದಿಗಳಿಗೆ — [1251, 586, 1483, 675]
obituary-byline: ಹೊಸಪೇಟೆ ಟೈಮ್ಸ್ ನ್ಯೂಸ್ — [957, 433, 1064, 448]
weather-value: : ಗರಿಷ್ಠ : 41°, ಕನಿಷ್ಠ : 30° — [1288, 1314, 1498, 1334]
email-row — [1237, 1088, 1497, 1105]
ads-title-2: ಸಂಪರ್ಕಿಸಿ — [1325, 545, 1409, 576]
article3-column-2: ಬಲಂಯ ಬಣ್ಣದ ಬನಿಯನ್, ನಸಿ ಬಣ್ಣದ ಅಂಡರ್‌ವೇರ್, ಬಿಳಿ ಬಣ್ಣದ ದೊಡ್ಡ ಸುತ್ತಿದ ದೋತಿ ಉಡುಪುಗಳು ಇವೆ. ಮೃತ ವ್ಯಕ್ತಿಯ ವಾರಸುದಾರರು ಪತ್ತೆಯಾದಲ್ಲಿ ಬಳ್ಳಾರಿ ರೈಲ್ವೆ ಪೊಲೀಸ್ ಠಾಣೆ, ದೂ.08392-276063 ಇಮೇಲ್ : bellaryrly@ksp.gov.in ಅಥವಾ ರೈಲ್ವೆ ಪೊಲೀಸ್ ಕಂಟ್ರೋಲ್ ರೂಂ 080-22871291 ಬೆಂಗಳೂರು ರೈಲ್ವೆ ಕಂಟ್ರೋಲ್ ರೂಂ ಇಮೇಲ್ : dcrly@ksp.gov.in ಗೆ ಮಾಹಿತಿ ನೀಡಲು ಬಳ್ಳಾರಿ ರೈಲ್ವೆ ಪೊಲೀಸ್ ಠಾಣೆಯ ಪೊಲೀಸ್ ಇನ್ಸ್‌ಪೆಕ್ಟರ್ ಅಂಜನ್‌ಮಾರ್ ಪ್ರಕಟಣೆಯಲ್ಲಿ ತಿಳಿಸಿದ್ದಾರೆ. — [332, 2144, 632, 2281]
article2-meeting-photo — [332, 1353, 941, 1687]
epaper-url[interactable]: https://hospettimes.com/ — [1262, 182, 1472, 199]
weather-day: ಭಾನು — [1237, 1314, 1288, 1334]
camp2-headline-line1: ಮಕ್ಕಳಿಗೆ ಉಚಿತ ಬೇಸಿಗೆ ಶಿಬಿರ — [1269, 1926, 1465, 1949]
weather-row — [1237, 1314, 1498, 1334]
lamp-lighting-ceremony-image — [328, 250, 941, 646]
article1-portrait-photo — [483, 948, 941, 1243]
navy-headline-line1: ಭಾರತೀಯ ಯುನಿಫಾರ್ಮ್ — [1297, 1369, 1437, 1387]
page-number: ಪುಟ-3 — [1422, 8, 1491, 39]
article1-column-3: ಸಹ ಶಂಕರಾಚಾರ್ಯರ ಆದರ್ಶಗಳನ್ನು ಉಳಿಸಿ ಬೆಳೆಸಲು ನಾವೆಲ್ಲರೂ ಪ್ರಯತ್ನ ಮಾಡೋಣ ಎಂದರು. ಹರಿಹರದ ನಿವೃತ್ತ ಸಂಸ್ಕೃತ ಪ್ರಾಧ್ಯಾಪಕರಾದ ವಿದ್ವಾಂಸರಾದ ಶ್ರಾವ್ಯಣುರವರು ಶ್ರೀ ಶಂಕರಾಚಾರ್ಯರ ಕುರಿತು ವಿಶೇಷ ಉಪನ್ಯಾಸ ನೀಡಿದರು. ಈ ಕಾರ್ಯಕ್ರಮದಲ್ಲಿ ಕನ್ನಡ ಮತ್ತು ಸಂಸ್ಕೃತಿ ಇಲಾಖೆಯ ಸಹಾಯಕ ನಿರ್ದೇಶಕ ಕೊಟ್ರೇಶ್ ಮರಬನಹಳ್ಳಿ, ಶ್ರೀ ಶಂಕರಾಚಾರ್ಯ ಸಮಾಜದ ಮುಖಂಡರಾದ ಡಿ.ವಿ ಜೋಶಿ, ರವಿ ಕುಲಕರ್ಣಿ, ರಮೇಶ ಕೆ., ಅಶೋಕ ಎ., ಕೃಷ್ಣ ವಿ. ವೆಂಕಟೇಶ ವಿ., ಸುರೇಶ್ ಪಿ.ನಾಡಿಗೇರ ಸೇರಿದಂತೆ ವಿವಿಧ ಇಲಾಖೆಗಳ ಅಧಿಕಾರಿಗಳು ಹಾಗೂ ಇತರರು ಉಪಸ್ಥಿತರಿದ್ದರು. — [639, 656, 941, 793]
weather-row — [1237, 1293, 1498, 1314]
camp1-headline-line2: ಬೇಸಿಗೆ ಶಿಬಿರ — [1035, 1691, 1140, 1721]
press-label: ಕಚೇರಿ ವಿಳಾಸ — [1332, 364, 1402, 383]
article2-kicker: ಶ್ರೀ ಹುಲಿಗೆಮ್ಮ ದೇವಿ ಜಾತ್ರಾ ಮಹೋತ್ಸವ: ಪೂರ್ವಭಾವಿ ಸಭೆ — [253, 1261, 704, 1289]
article3-headline: ರೈಲು ಹಳಿ ಮೇಲೆ ಅನಾಮಧೇಯ ಶವ ಪತ್ತೆ : ಪ್ರಕರಣ ದಾಖಲು — [103, 2106, 542, 2131]
weather-value: : ಗರಿಷ್ಠ : 40°, ಕನಿಷ್ಠ : 32° — [1288, 1293, 1498, 1314]
write-title: 'ನೀವು ಬರೆಯಿರಿ' — [1290, 872, 1444, 904]
weather-subtitle: ಹೊಸಪೇಟೆ — [1237, 1274, 1498, 1293]
whatsapp-label: ವಾಟ್ಸ್ ಆಪ್ ನಂ — [1333, 1007, 1401, 1022]
article2-column-1: ಕೊಪ್ಪಳ : ಪ್ರಸಿದ್ಧ ಧಾರ್ಮಿಕ ಕ್ಷೇತ್ರವಾದ ಹುಲಿಗಿಯ ಶ್ರೀ ಹುಲಿಗೆಮ್ಮ ದೇವಿ ಜಾತ್ರಾ ಮಹೋತ್ಸವವು ಮೇ 13 ರಿಂದ ಪ್ರಾರಂಭವಾಗಲಿದ್ದು, ಜಾತ್ರೆಗೆ ಬರುವ ಭಕ್ತಾದಿಗಳಿಗೆ ಸಮರ್ಪಕ ವ್ಯವಸ್ಥೆ ಕಲ್ಪಿಸಲು ಸಕಲ ಸಿದ್ಧತೆಗಳನ್ನು ಕೈಗೊಳ್ಳುವಂತೆ ಜಿಲ್ಲಾಧಿಕಾರಿ ನಲಿನ್ ಅತುಲ್ ಹೇಳಿದರು. ಅವರು ಶುಕ್ರವಾರ ಜಿಲ್ಲಾಧಿಕಾರಿಗಳ ಕಚೇರಿ ಸಭಾಂಗಣದಲ್ಲಿ ಕೊಪ್ಪಳ ಜಿಲ್ಲೆಯ ಹುಲಿಗಿ ಗ್ರಾಮದ ಶ್ರೀ ಹುಲಿಗೆಮ್ಮ ದೇವಿ ದೇವಸ್ಥಾನದ 2025ರ ವಾರ್ಷಿಕ ಜಾತ್ರಾ ಮಹೋತ್ಸವದ ಅಂಗವಾಗಿ ಸಂಸದರು ಮತ್ತು ಶಾಸಕರ ಉಪಸ್ಥಿತಿಯಲ್ಲಿ ಕರೆದ ಪೂರ್ವಭಾವಿ ಸಭೆಯ ಅಧ್ಯಕ್ಷತೆವಹಿಸಿ ಮಾತನಾಡಿದರು. ಹುಲಿಗಿ ಕ್ಷೇತ್ರಕ್ಕೆ ಆಗಮಿಸುವ ಭಕ್ತರಿಗೆ ಕುಡಿಯುವ ನೀರಿನ ವ್ಯವಸ್ಥೆ, ನೆರಳಿನ ವ್ಯವಸ್ಥೆ, ವಾಹನ ನಿಲುಗಡೆ ವ್ಯವಸ್ಥೆ ಕಲ್ಪಿಸಬೇಕು. ಸಂಚಾರ ರಸ್ತೆ ಹಾಗೂ ಬೈಪಾಸ್ ರಸ್ತೆಗಳನ್ನು ಸರಿಪಡಿಸಬೇಕು. ತಾತ್ಕಾಲಿಕವಾಗಿ ಸಾಮೂಹಿಕ ಸ್ನಾನದ ಗೃಹಗಳ ಮತ್ತು ಶೌಚಾಲಯಗಳ ವ್ಯವಸ್ಥೆಯನ್ನು ಸಹ ಕಲ್ಪಿಸಿಕೊಡಬೇಕು. ಜಾತ್ರಾ ಅವಧಿಯಲ್ಲಿ ನಿರಂತರ ವಿದ್ಯುತ್ ಸರಬರಾಜು, ದೇವಸ್ಥಾನದ ಗುಡಿ-ಗೋಪುರಗಳಿಗೆ ವಿದ್ಯುತ್ ಅಲಂಕಾರ ಮತ್ತು ಬೆಳಕಿನ ವ್ಯವಸ್ಥೆಯನ್ನು ಮಾಡಬೇಕು. ಸಿಸಿ ಕ್ಯಾಮರಾ ವ್ಯವಸ್ಥೆ ಕಲ್ಪಿಸಿ ಹಾಗೂ ಪೊಲೀಸ್ ಬಂದೋಬಸ್ತ್ ತುಂಗಭದ್ರ ಜಲಾಶಯದಿಂದ ನದಿಗೆ ನೀರು ಬಿಡುವ ಕುರಿತು ಸಂಬಂಧಿಸಿದ ಅಧಿಕಾರಿಗಳು ಕ್ರಮ ಕೈಗೊಳ್ಳಬೇಕು ಎಂದು ಸೂಚನೆ ನೀಡಿದರು. ಜಾತ್ರೆಗೆ ಎಲ್ಲೆಡೆಯಿಂದ ಭಕ್ತಾದಿಗಳು ಆಗಮಿಸುವುದರಿಂದ ಕೆ.ಕೆ.ಆರ್.ಟಿ.ಸಿ ಯವರು ಹೆಚ್ಚಿನ ಸಂಖ್ಯೆಯ ಬಸ್ ವ್ಯವಸ್ಥೆಯನ್ನು ಕಲ್ಪಿಸಿಕೊಡಬೇಕು. ಭಕ್ತಾದಿಗಳು ಮೇಲೆ ಜಿಲ್ಲೆಯ ಪ್ರವಾಸೋದ್ಯಮ ಸ್ಥಳಗಳ ಜಾಗೃತಿ ಪೋಸ್ಟರ್‌ಗಳನ್ನು ಅಳವಡಿಸಬೇಕು. ಜಾತ್ರಾ ಸಮಯದಲ್ಲಿ ತತ ರಥಿನ ರೈಲುಗಳನ್ನು ಮುನಿರಾಬಾದ್ ರೈಲು ನಿಲ್ದಾಣದಲ್ಲಿ ನಿಲುಗಡೆ ಮತ್ತು ಗೂಡ್ಸ್ ರೈಲುಗಳ ಸಂಚಾರಕ್ಕೆ ತಾತ್ಕಾಲಿಕ ತಡೆ ಕುರಿತಂತೆ ಹುಬ್ಬಳ್ಳಿ ರೈಲ್ವೆ ಇಲಾಖೆಗೆ ಪತ್ರ ಬರೆಯಲು — [16, 1355, 322, 1738]
obituary-headline-line2: ರಾಠೋಡ ನಿಧನ — [1008, 111, 1168, 147]
write-body: ಹೊಸಪೇಟೆ ಟೈಮ್ಸ್ ಕನ್ನಡ ದಿನಪತ್ರಿಕೆಗೆ ಲೇಖನಗಳು, ಸುದಿ ಚಿತ್ರಗಳು, ವ್ಯಕ್ತಿ ಪರಿಚಯ, ಪುಸ್ತಕ- ಸಿನಿಮಾ-ನಾಟಕ ವಿಮರ್ಶೆಗಳನ್ನು(150 ಪದ ಮೀರದಂತೆ) ಸಂಪಾದಕರಿಗೆ ಪತ್ರ, ದೂರುಗಳು, ಕುಂದು ಕೊರತೆಗಳ ಬಗ್ಗೆ ಬರೆದು ಕಳಿಸಿಕೊಡಿ — [1257, 913, 1477, 1002]
rseti-byline: ಹೊಸಪೇಟೆ ಟೈಮ್ಸ್ ನ್ಯೂಸ್ — [957, 808, 1064, 823]
whatsapp-phone-1[interactable]: 94484 41484 — [1276, 1023, 1458, 1053]
rseti-headline-line1: ಹಳಿಯಾಳ ಆರ್‌ಸೆಟಿ — [999, 678, 1176, 710]
article2-column-2: ಆದ್ದರಿಂದ ನೀಡುವ ನಿಟ್ಟಿನಲ್ಲಿ ದೇವಸ್ಥಾನಕ್ಕೆ ಎಲ್ಲಾ ರೀತಿಯ ಸಹಕಾರವನ್ನು ಹುಲಿಗಿ ಗ್ರಾಮ ಪಂಚಾಯಿತಿಯಿಂದ ನೀಡಬೇಕು. ದೇವಸ್ಥಾನಕ್ಕೆ ಹೋಗುವ ರಸ್ತೆಯ ಮೇಲೆ ಅಂಗಡಿ ಮುಂಗಟ್ಟುಗಳನ್ನು ಇಡದಂತೆ ಕ್ರಮ ಕೈಗೊಳ್ಳಿ. ಜಾತ್ರಾ ಅವಧಿಯಲ್ಲಿ ಯಾವುದೇ ರೀತಿಯ ಪ್ಲಾಸ್ಟಿಕ್ ಬಳಕೆಯಾಗದಂತೆ ನೋಡಿಕೊಳ್ಳಬೇಕು. ಆಹಾರ ಸುರಕ್ಷತಾ ಅಧಿಕಾರಿಗಳು ಆಹಾರ ಗುಣಮಟ್ಟ ಪರಿಶೀಲಿಸಬೇಕು. ಜಾತ್ರಾ ಸಮಯದಲ್ಲಿ ಆರೋಗ್ಯ ಇಲಾಖೆಯಿಂದ ಅಗತ್ಯ ಔಷಧಿಗಳು ಮತ್ತು ಆಂಬುಲೆನ್ಸ್ ವ್ಯವಸ್ಥೆ ಕಲ್ಪಿಸಬೇಕು. ಕೊಪ್ಪಳ ಸಂಸದರಾದ ಕೆ.ರಾಜಶೇಖರ ಬಸವರಾಜ ಹಿಟ್ನಾಳ ಅವರು ಮಾತನಾಡಿ, ಹುಲಿಗೆಮ್ಮ ದೇವಿ ಜಾತ್ರೆಗೆ ನಮ್ಮ ರಾಜ್ಯದ ವಿವಿಧ ಜಿಲ್ಲೆಗಳ ಮತ್ತು ಪಕ್ಕದ ರಾಜ್ಯಗಳಿಂದ ಲಕ್ಷಾಂತರ ಭಕ್ತಾದಿಗಳು ಆಗಮಿಸುವರು. ಅವರಿಗೆ ಎಲ್ಲಾ ರೀತಿಯ ಮೂಲಭೂತ ಸೌಕರ್ಯಗಳನ್ನು ಒದಗಿಸಬೇಕು. ಜನಸಂದಣಿ ನಿರ್ವಹಣೆಗೆ ಬ್ಯಾರಿಕೇಡ್ ಮೂಲಕ ನೀರು ಪೂರೈಕೆ ಸುವ್ಯವಸ್ಥೆ ಮಾಡಬೇಕು ಎಂದರು. ಸಭೆಯಲ್ಲಿ ದೇವಸ್ಥಾನದ ಆಡಳಿತಾಧಿಕಾರಿಗಳು, ಕೊಪ್ಪಳ ಶಾಸಕರು ಹಾಗೂ ವಿವಿಧ ಇಲಾಖೆಗಳ ಅಧಿಕಾರಿಗಳು ಉಪಸ್ಥಿತರಿದ್ದರು. ಪೋರ್ಟಲ್‌ಗಳ ಮೂಲಕ ನೀರು ಪೂರೈಕೆಗೆ ಕ್ರಮ ಕೈಗೊಳ್ಳಬೇಕು. ಕೆಕ್ಕಾರ ಕರ್ನಾಟಕ ಕ್ರಮ ಕೈಗೊಳ್ಳಿ ಎಂದರು. — [332, 1696, 632, 1957]
article3-byline: ಹೊಸಪೇಟೆ ಟೈಮ್ಸ್ ನ್ಯೂಸ್ — [16, 2141, 123, 2156]
camp1-headline-line1: ಮಕ್ಕಳಿಗೆ ಜಿಲ್ಲಾ ಮಟ್ಟದ — [995, 1651, 1180, 1680]
